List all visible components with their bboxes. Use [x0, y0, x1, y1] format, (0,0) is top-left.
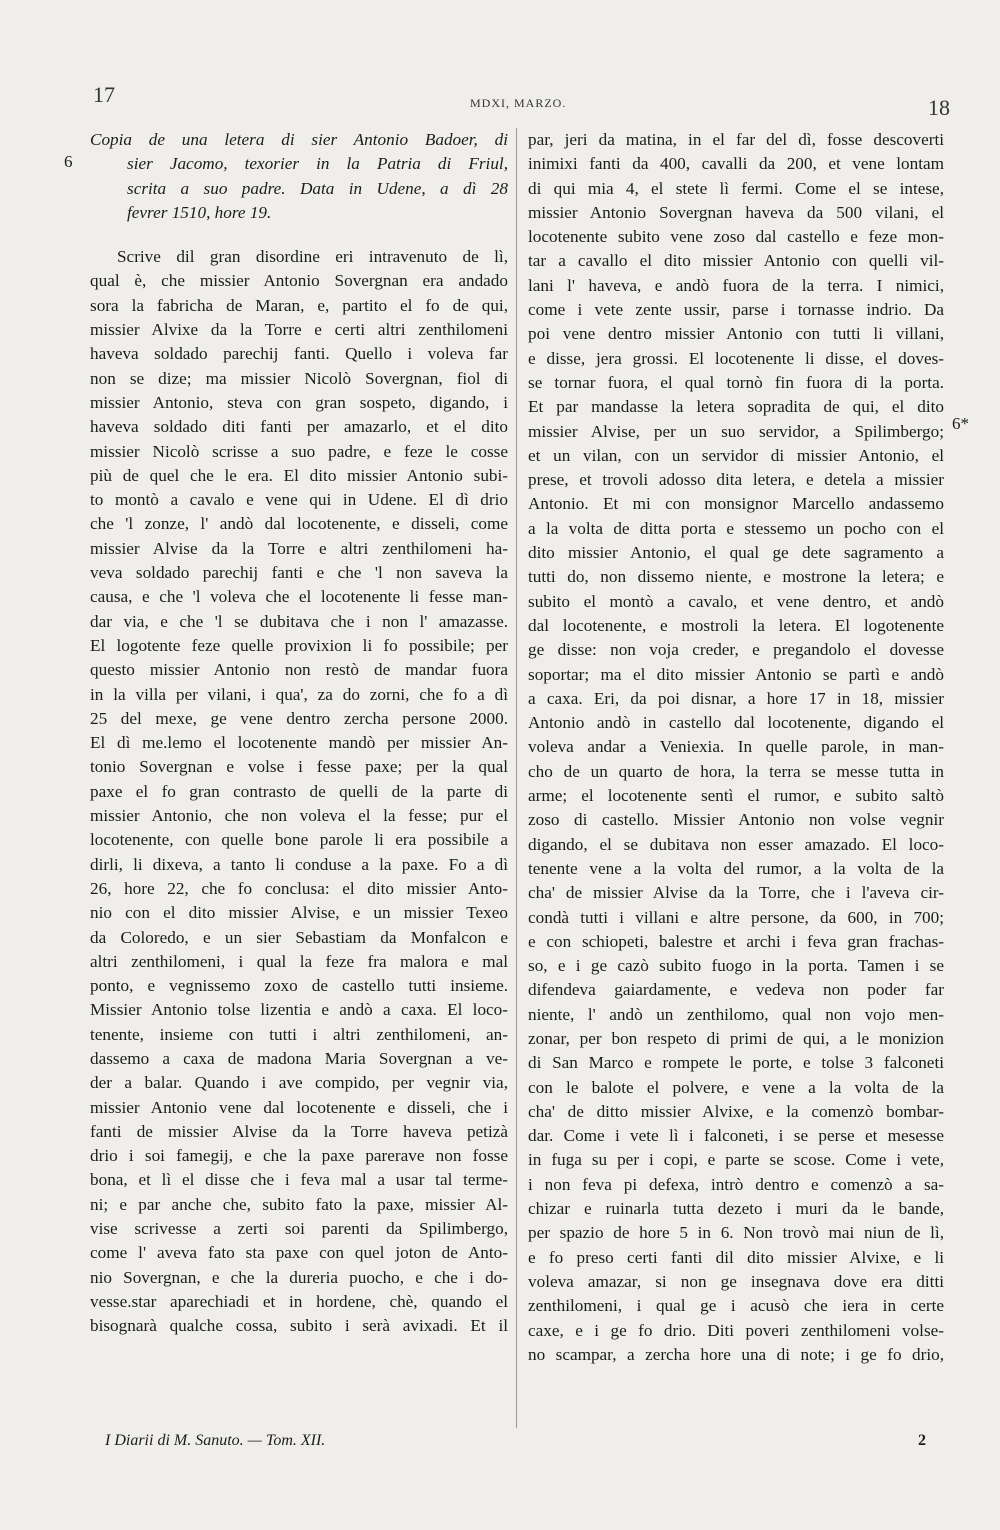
- left-text-line: non se dize; ma missier Nicolò Sovergnan, fiol di: [90, 368, 508, 388]
- right-text-line: condà tutti i villani e altre persone, da 600, in 700;: [528, 907, 944, 927]
- left-text-line: locotenente, con quelle bone parole li era possibile a: [90, 830, 508, 850]
- right-text-line: tar a cavallo el dito missier Antonio con quelli vil-: [528, 251, 944, 271]
- left-text-line: ponto, e vegnissemo zoxo de castello tutti insieme.: [90, 976, 508, 996]
- left-column-text: [90, 245, 508, 1338]
- left-text-line: der a balar. Quando i ave compido, per vegnir via,: [90, 1073, 508, 1093]
- left-text-line: missier Antonio, steva con gran sospeto, digando, i: [90, 392, 508, 412]
- right-text-line: dal locotenente, e mostroli la letera. El logotenente: [528, 615, 944, 635]
- right-text-line: chizar e ruinarla tutta dezeto i muri da le bande,: [528, 1199, 944, 1219]
- left-text-line: in la villa per vilani, i qua', za do zorni, che fo a dì: [90, 684, 508, 704]
- margin-note-right: 6*: [952, 414, 969, 433]
- right-text-line: tenente vene a la volta del rumor, a la volta de la: [528, 858, 944, 878]
- right-text-line: locotenente subito vene zoso dal castello e feze mon-: [528, 227, 944, 247]
- left-text-line: nio con el dito missier Alvise, e un missier Texeo: [90, 903, 508, 923]
- left-text-line: drio i soi famegij, e che la paxe parerave non fosse: [90, 1146, 508, 1166]
- right-text-line: poi vene dentro missier Antonio con tutti li villani,: [528, 324, 944, 344]
- left-text-line: Missier Antonio tolse lizentia e andò a caxa. El loco-: [90, 1000, 508, 1020]
- left-text-line: dar via, e che 'l se dubitava che i non l' amazasse.: [90, 611, 508, 631]
- letter-heading: [90, 128, 508, 225]
- right-text-line: no scampar, a zercha hore una di note; i ge fo drio,: [528, 1344, 944, 1364]
- right-text-line: cha' de missier Alvise da la Torre, che i l'aveva cir-: [528, 883, 944, 903]
- left-text-line: da Coloredo, e un sier Sebastiam da Monfalcon e: [90, 927, 508, 947]
- right-text-line: subito el montò a cavalo, et vene dentro, et andò: [528, 591, 944, 611]
- left-text-line: ni; e par anche che, subito fato la paxe, missier Al-: [90, 1194, 508, 1214]
- left-text-line: missier Antonio vene dal locotenente e disseli, che i: [90, 1097, 508, 1117]
- left-text-line: dirli, li dixeva, a tanto li conduse a la paxe. Fo a dì: [90, 854, 508, 874]
- left-text-line: missier Nicolò scrisse a suo padre, e feze le cosse: [90, 441, 508, 461]
- right-text-line: niente, l' andò un zenthilomo, qual non vojo men-: [528, 1004, 944, 1024]
- right-text-line: a la volta de ditta porta e stessemo un pocho con el: [528, 518, 944, 538]
- left-text-line: missier Alvise da la Torre e altri zenthilomeni ha-: [90, 538, 508, 558]
- right-text-line: zonar, per bon respeto di primi de qui, a le monizion: [528, 1028, 944, 1048]
- left-text-line: haveva soldado diti fanti per amazarlo, et el dito: [90, 417, 508, 437]
- right-text-line: par, jeri da matina, in el far del dì, fosse descoverti: [528, 130, 944, 149]
- left-text-line: vesse.star aparechiadi et in hordene, chè, quando el: [90, 1291, 508, 1311]
- right-text-line: so, e i ge cazò subito fuogo in la porta. Tamen i se: [528, 956, 944, 976]
- right-text-line: per spazio de hore 5 in 6. Non trovò mai niun de lì,: [528, 1223, 944, 1243]
- left-text-line: missier Alvixe da la Torre e certi altri zenthilomeni: [90, 320, 508, 340]
- right-text-line: missier Alvise, per un suo servidor, a Spilimbergo;: [528, 421, 944, 441]
- right-text-line: prese, et trovoli adosso dita letera, e detela a missier: [528, 470, 944, 490]
- left-text-line: paxe el fo gran contrasto de quelli de la parte di: [90, 781, 508, 801]
- right-text-line: caxe, e i ge fo drio. Diti poveri zenthilomeni volse-: [528, 1320, 944, 1340]
- right-text-line: ge disse: non voja creder, e pregandolo el dovesse: [528, 640, 944, 660]
- right-text-line: Antonio andò in castello dal locotenente, digando el: [528, 713, 944, 733]
- page-number-right: 18: [928, 95, 950, 120]
- left-text-line: più de quel che le era. El dito missier Antonio subi-: [90, 465, 508, 485]
- heading-line: scrita a suo padre. Data in Udene, a dì 28: [127, 178, 508, 198]
- left-text-line: nio Sovergnan, e che la dureria puocho, e che i do-: [90, 1267, 508, 1287]
- left-text-line: altri zenthilomeni, i qual la feze fra malora e mal: [90, 951, 508, 971]
- left-text-line: qual è, che missier Antonio Sovergnan era andado: [90, 271, 508, 291]
- right-text-line: a caxa. Eri, da poi disnar, a hore 17 in 18, missier: [528, 688, 944, 708]
- footer-signature-mark: 2: [918, 1432, 926, 1449]
- page-number-left: 17: [93, 82, 115, 107]
- left-text-line: bisognarà qualche cossa, subito i serà avixadi. Et il: [90, 1316, 508, 1336]
- right-text-line: arme; el locotenente sentì el rumor, e subito saltò: [528, 786, 944, 806]
- right-text-line: soportar; ma el dito missier Antonio se partì e andò: [528, 664, 944, 684]
- left-text-line: bona, et lì el disse che i feva mal a usar tal terme-: [90, 1170, 508, 1190]
- right-text-line: inimixi fanti da 400, cavalli da 200, et vene lontam: [528, 154, 944, 174]
- left-text-line: vise scrivesse a zerti soi parenti da Spilimbergo,: [90, 1219, 508, 1239]
- right-text-line: se tornar fuora, el qual tornò fin fuora di la porta.: [528, 372, 944, 392]
- left-text-line: El dì me.lemo el locotenente mandò per missier An-: [90, 733, 508, 753]
- left-text-line: missier Antonio, che non voleva el la fesse; pur el: [90, 806, 508, 826]
- left-text-line: fanti de missier Alvise da la Torre haveva petizà: [90, 1121, 508, 1141]
- heading-line: fevrer 1510, hore 19.: [127, 202, 272, 222]
- right-text-line: digando, el se dubitava non esser amazado. El loco-: [528, 834, 944, 854]
- left-text-line: questo missier Antonio non restò de mandar fuora: [90, 660, 508, 680]
- right-text-line: et un vilan, con un servidor di missier Antonio, el: [528, 445, 944, 465]
- right-text-line: con le balote el polvere, e vene a la volta de la: [528, 1077, 944, 1097]
- left-text-line: 26, hore 22, che fo conclusa: el dito missier Anto-: [90, 878, 508, 898]
- heading-line: Copia de una letera di sier Antonio Badoer, di: [90, 130, 508, 149]
- right-text-line: Antonio. Et mi con monsignor Marcello andassemo: [528, 494, 944, 514]
- right-text-line: cho de un quarto de hora, la terra se messe tutta in: [528, 761, 944, 781]
- right-text-line: zoso di castello. Missier Antonio non volse vegnir: [528, 810, 944, 830]
- right-text-line: zenthilomeni, i qual ge i acusò che iera in certe: [528, 1296, 944, 1316]
- left-text-line: haveva soldado parechij fanti. Quello i voleva far: [90, 344, 508, 364]
- column-divider: [516, 128, 517, 1428]
- left-text-line: causa, e che 'l voleva che el locotenente li fesse man-: [90, 587, 508, 607]
- right-text-line: in fuga su per i copi, e parte se scose. Come i vete,: [528, 1150, 944, 1170]
- left-column: [90, 128, 508, 1428]
- right-column-text: [528, 128, 944, 1367]
- left-text-line: to montò a cavalo e vene qui in Udene. El dì drio: [90, 490, 508, 510]
- left-text-line: che 'l zonze, l' andò dal locotenente, e disseli, come: [90, 514, 508, 534]
- right-text-line: cha' de ditto missier Alvixe, e la comenzò bombar-: [528, 1101, 944, 1121]
- right-text-line: i non feva pi defexa, intrò dentro e comenzò a sa-: [528, 1174, 944, 1194]
- left-text-line: tonio Sovergnan e volse i fesse paxe; per la qual: [90, 757, 508, 777]
- right-text-line: di qui mia 4, el stete lì fermi. Come el se intese,: [528, 178, 944, 198]
- left-text-line: El logotente feze quelle provixion li fo possibile; per: [90, 635, 508, 655]
- left-text-line: veva soldado parechij fanti e che 'l non saveva la: [90, 563, 508, 583]
- left-text-line: Scrive dil gran disordine eri intravenuto de lì,: [117, 247, 508, 267]
- right-text-line: missier Antonio Sovergnan haveva da 500 vilani, el: [528, 202, 944, 222]
- running-title: MDXI, MARZO.: [470, 96, 567, 110]
- right-text-line: difendeva gaiardamente, e vedeva non poder far: [528, 980, 944, 1000]
- right-text-line: voleva amazar, si non ge insegnava dove era ditti: [528, 1271, 944, 1291]
- right-text-line: dar. Come i vete lì i falconeti, i se perse et mesesse: [528, 1126, 944, 1146]
- right-text-line: di San Marco e rompete le porte, e tolse 3 falconeti: [528, 1053, 944, 1073]
- right-text-line: dito missier Antonio, el qual ge dete sagramento a: [528, 543, 944, 563]
- right-text-line: e disse, jera grossi. El locotenente li disse, el doves-: [528, 348, 944, 368]
- right-text-line: come i vete zente ussir, parse i tornasse indrio. Da: [528, 300, 944, 320]
- left-text-line: come l' aveva fato sta paxe con quel joton de Anto-: [90, 1243, 508, 1263]
- right-text-line: lani l' haveva, e andò fuora de la terra. I nimici,: [528, 275, 944, 295]
- right-text-line: e fo preso certi fanti dil dito missier Alvixe, e li: [528, 1247, 944, 1267]
- right-text-line: tutti do, non dissemo niente, e mostrone la letera; e: [528, 567, 944, 587]
- right-text-line: voleva andar a Veniexia. In quelle parole, in man-: [528, 737, 944, 757]
- left-text-line: 25 del mexe, ge vene dentro zercha persone 2000.: [90, 708, 508, 728]
- left-text-line: dassemo a caxa de madona Maria Sovergnan a ve-: [90, 1048, 508, 1068]
- footer-citation: I Diarii di M. Sanuto. — Tom. XII.: [105, 1432, 326, 1449]
- right-text-line: e con schiopeti, balestre et archi i feva gran frachas-: [528, 931, 944, 951]
- heading-line: sier Jacomo, texorier in la Patria di Friul,: [127, 154, 508, 174]
- margin-note-left: 6: [64, 152, 73, 171]
- right-column: [528, 128, 944, 1428]
- right-text-line: Et par mandasse la letera sopradita de qui, el dito: [528, 397, 944, 417]
- left-text-line: sora la fabricha de Maran, e, partito el fo de qui,: [90, 295, 508, 315]
- left-text-line: tenente, insieme con tutti i altri zenthilomeni, an-: [90, 1024, 508, 1044]
